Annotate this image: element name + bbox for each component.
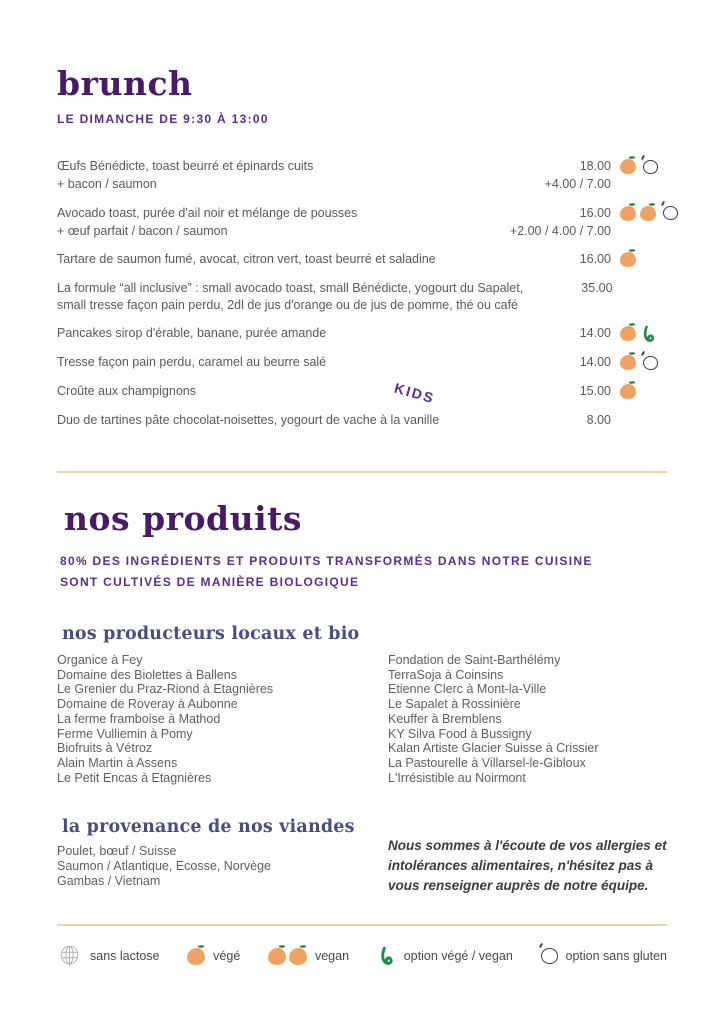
vegan-icon xyxy=(620,206,636,221)
producer: Domaine des Biolettes à Ballens xyxy=(57,667,237,682)
producers-list-left xyxy=(57,653,388,785)
menu-row xyxy=(57,280,667,313)
menu-row xyxy=(57,158,667,193)
producer: Le Petit Encas à Etagnières xyxy=(57,770,212,785)
legend-vegan xyxy=(268,948,349,965)
producer: TerraSoja à Coinsins xyxy=(388,667,504,682)
footer-divider xyxy=(57,924,667,926)
legend-label: sans lactose xyxy=(90,949,160,963)
products-title: nos produits xyxy=(64,499,302,538)
item-name: Pancakes sirop d'érable, banane, purée amande xyxy=(57,326,327,340)
vege-icon xyxy=(620,159,636,174)
page-title: brunch xyxy=(57,64,193,103)
item-name: Tresse façon pain perdu, caramel au beurre salé xyxy=(57,355,327,369)
vege-icon xyxy=(620,326,636,341)
legend-label: option sans gluten xyxy=(565,949,667,963)
lactose-free-icon xyxy=(57,943,82,969)
producer: La Pastourelle à Villarsel-le-Gibloux xyxy=(388,755,586,770)
producer: Etienne Clerc à Mont-la-Ville xyxy=(388,682,547,697)
item-name: Tartare de saumon fumé, avocat, citron vert, toast beurré et saladine xyxy=(57,252,436,266)
legend-footer xyxy=(57,924,667,969)
item-price: 16.00 xyxy=(579,252,611,266)
vegan-icon xyxy=(289,948,307,965)
menu-row xyxy=(57,325,667,342)
legend-lactose-free xyxy=(57,943,159,969)
producer: L'Irrésistible au Noirmont xyxy=(388,770,526,785)
vege-vegan-option-icon xyxy=(640,325,657,343)
item-supplement: + œuf parfait / bacon / saumon xyxy=(57,223,228,238)
producer: Alain Martin à Assens xyxy=(57,755,178,770)
item-name: Avocado toast, purée d'ail noir et mélange de pousses xyxy=(57,205,358,220)
gluten-free-option-icon xyxy=(663,206,678,220)
organic-statement: 80% DES INGRÉDIENTS ET PRODUITS TRANSFORMÉS DANS NOTRE CUISINE SONT CULTIVÉS DE MANIÈRE BIOLOGIQUE xyxy=(60,554,593,589)
section-divider xyxy=(57,471,667,473)
producer: Kalan Artiste Glacier Suisse à Crissier xyxy=(388,741,599,756)
item-price: 15.00 xyxy=(579,384,611,398)
menu-row xyxy=(57,251,667,268)
legend-label: végé xyxy=(213,949,241,963)
menu-row xyxy=(57,205,667,240)
gluten-free-option-icon xyxy=(643,356,658,370)
vege-icon xyxy=(620,252,636,267)
vegan-icon xyxy=(640,206,656,221)
menu-row-kids xyxy=(57,412,667,429)
menu-list xyxy=(57,158,667,429)
vege-icon xyxy=(187,948,205,965)
meat-origin: Saumon / Atlantique, Ecosse, Norvège xyxy=(57,859,272,874)
legend-vege-vegan-option xyxy=(377,946,513,966)
item-name: Croûte aux champignons xyxy=(57,384,196,398)
gluten-free-option-icon xyxy=(643,160,658,174)
vege-icon xyxy=(620,355,636,370)
item-supplement: + bacon / saumon xyxy=(57,177,157,191)
producer: Ferme Vulliemin à Pomy xyxy=(57,726,193,741)
item-name: Œufs Bénédicte, toast beurré et épinards cuits xyxy=(57,159,314,173)
legend-vege xyxy=(187,948,240,965)
supplement-price: +4.00 / 7.00 xyxy=(544,177,611,191)
item-price: 35.00 xyxy=(581,281,613,295)
meat-origin-title: la provenance de nos viandes xyxy=(62,817,355,838)
producers-title: nos producteurs locaux et bio xyxy=(62,624,360,644)
vegan-icon xyxy=(268,948,286,965)
menu-row xyxy=(57,354,667,371)
producer: Keuffer à Bremblens xyxy=(388,711,502,726)
producer: Fondation de Saint-Barthélémy xyxy=(388,653,561,667)
item-price: 14.00 xyxy=(579,355,611,369)
producer: Le Grenier du Praz-Riond à Etagnières xyxy=(57,682,274,697)
item-name: Duo de tartines pâte chocolat-noisettes, yogourt de vache à la vanille xyxy=(57,413,440,427)
item-price: 18.00 xyxy=(579,159,611,173)
allergy-note: Nous sommes à l'écoute de vos allergies et intolérances alimentaires, n'hésitez pas à vous renseigner auprès de notre équipe. xyxy=(388,838,667,894)
producer: KY Silva Food à Bussigny xyxy=(388,726,532,741)
gluten-free-option-icon xyxy=(541,948,558,964)
meat-origin: Poulet, bœuf / Suisse xyxy=(57,844,177,859)
vege-vegan-option-icon xyxy=(377,946,396,966)
meat-origin-list xyxy=(57,844,388,888)
meat-origin: Gambas / Vietnam xyxy=(57,873,161,888)
item-price: 14.00 xyxy=(579,326,611,340)
producers-list-right xyxy=(388,653,667,785)
kids-label: KIDS xyxy=(392,379,437,407)
menu-row xyxy=(57,383,667,400)
producer: La ferme framboise à Mathod xyxy=(57,711,221,726)
legend-label: vegan xyxy=(314,949,350,963)
item-name: La formule “all inclusive” : small avocado toast, small Bénédicte, yogourt du Sapalet, small tresse façon pain perdu, 2dl de jus d'orange ou de jus de pomme, thé ou café xyxy=(57,281,524,312)
legend-label: option végé / vegan xyxy=(403,949,513,963)
producer: Le Sapalet à Rossinière xyxy=(388,697,521,712)
opening-hours: LE DIMANCHE DE 9:30 À 13:00 xyxy=(57,112,269,126)
supplement-price: +2.00 / 4.00 / 7.00 xyxy=(509,223,611,238)
item-price: 16.00 xyxy=(579,205,611,220)
legend-gluten-free-option xyxy=(541,948,667,964)
vege-icon xyxy=(620,384,636,399)
producer: Domaine de Roveray à Aubonne xyxy=(57,697,238,712)
producer: Organice à Fey xyxy=(57,653,143,667)
item-price: 8.00 xyxy=(586,413,611,427)
producer: Biofruits à Vétroz xyxy=(57,741,153,756)
